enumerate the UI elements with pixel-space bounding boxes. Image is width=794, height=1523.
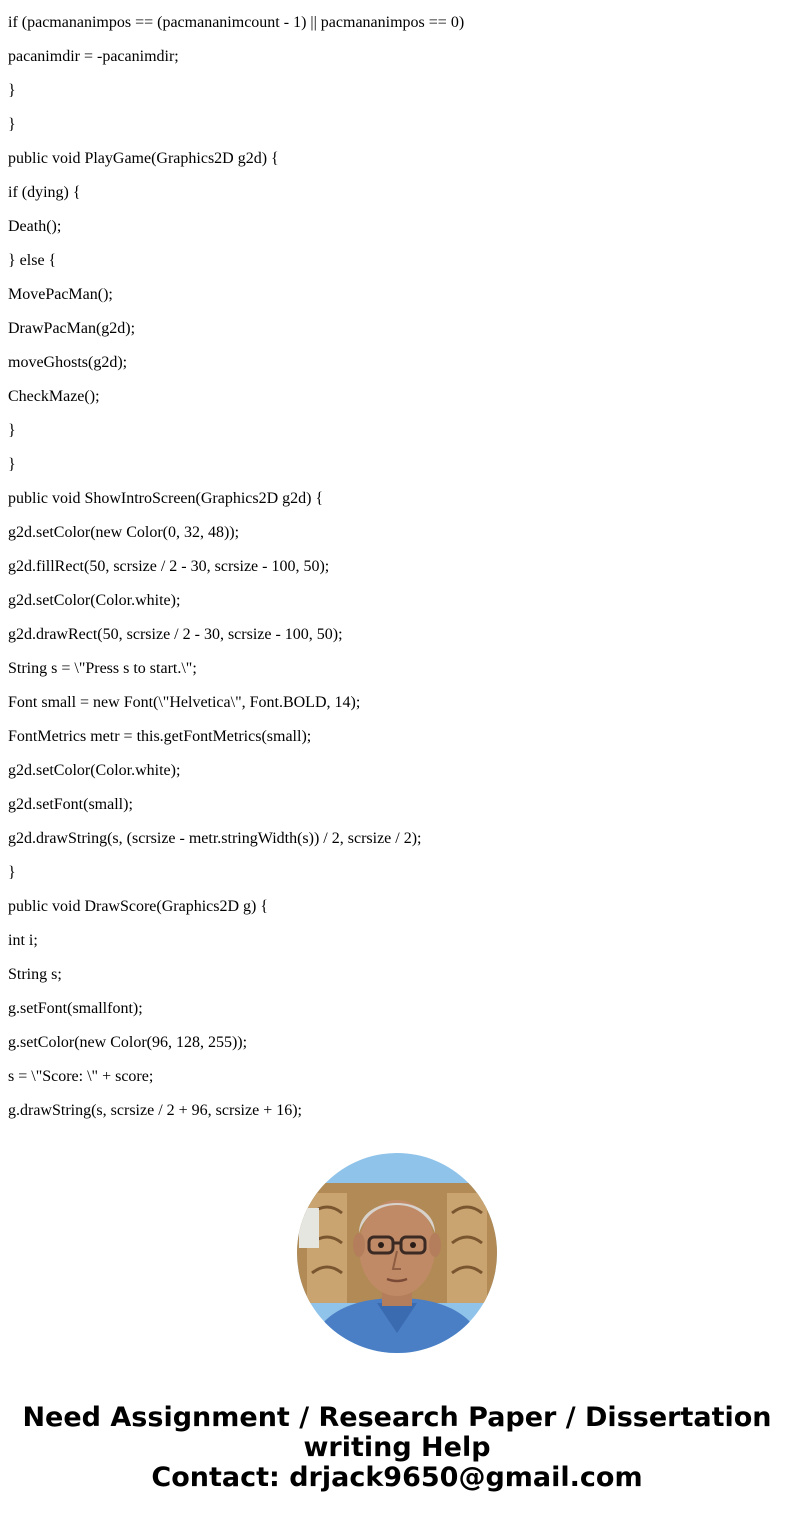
code-line: moveGhosts(g2d); [8,354,128,371]
code-line: g2d.setColor(Color.white); [8,762,181,779]
code-line: } [8,82,16,99]
code-line: g2d.setColor(Color.white); [8,592,181,609]
code-line: if (pacmananimpos == (pacmananimcount - 1) || pacmananimpos == 0) [8,14,465,31]
code-listing [8,12,788,1134]
code-line: if (dying) { [8,184,81,201]
code-line: MovePacMan(); [8,286,113,303]
code-line: CheckMaze(); [8,388,100,405]
code-line: Font small = new Font(\"Helvetica\", Font.BOLD, 14); [8,694,361,711]
code-line: g.setFont(smallfont); [8,1000,143,1017]
code-line: } [8,116,16,133]
code-line: FontMetrics metr = this.getFontMetrics(small); [8,728,312,745]
code-line: pacanimdir = -pacanimdir; [8,48,179,65]
code-line: } [8,422,16,439]
code-line: int i; [8,932,38,949]
code-line: String s = \"Press s to start.\"; [8,660,197,677]
author-portrait [297,1153,497,1353]
code-line: public void ShowIntroScreen(Graphics2D g2d) { [8,490,324,507]
author-avatar [297,1153,497,1353]
contact-banner [0,1403,794,1493]
code-line: s = \"Score: \" + score; [8,1068,154,1085]
contact-email: Contact: drjack9650@gmail.com [151,1462,643,1493]
code-line: Death(); [8,218,62,235]
code-line: } [8,456,16,473]
code-line: g.drawString(s, scrsize / 2 + 96, scrsize + 16); [8,1102,302,1119]
code-line: String s; [8,966,62,983]
code-line: DrawPacMan(g2d); [8,320,136,337]
code-line: } else { [8,252,57,269]
code-line: } [8,864,16,881]
banner-heading: Need Assignment / Research Paper / Dissertation [22,1402,772,1433]
code-line: g2d.drawString(s, (scrsize - metr.stringWidth(s)) / 2, scrsize / 2); [8,830,422,847]
code-line: g2d.drawRect(50, scrsize / 2 - 30, scrsize - 100, 50); [8,626,343,643]
code-line: public void PlayGame(Graphics2D g2d) { [8,150,279,167]
code-line: g2d.fillRect(50, scrsize / 2 - 30, scrsize - 100, 50); [8,558,330,575]
code-line: g.setColor(new Color(96, 128, 255)); [8,1034,248,1051]
code-line: g2d.setColor(new Color(0, 32, 48)); [8,524,240,541]
code-line: g2d.setFont(small); [8,796,133,813]
banner-subheading: writing Help [303,1432,491,1463]
code-line: public void DrawScore(Graphics2D g) { [8,898,269,915]
